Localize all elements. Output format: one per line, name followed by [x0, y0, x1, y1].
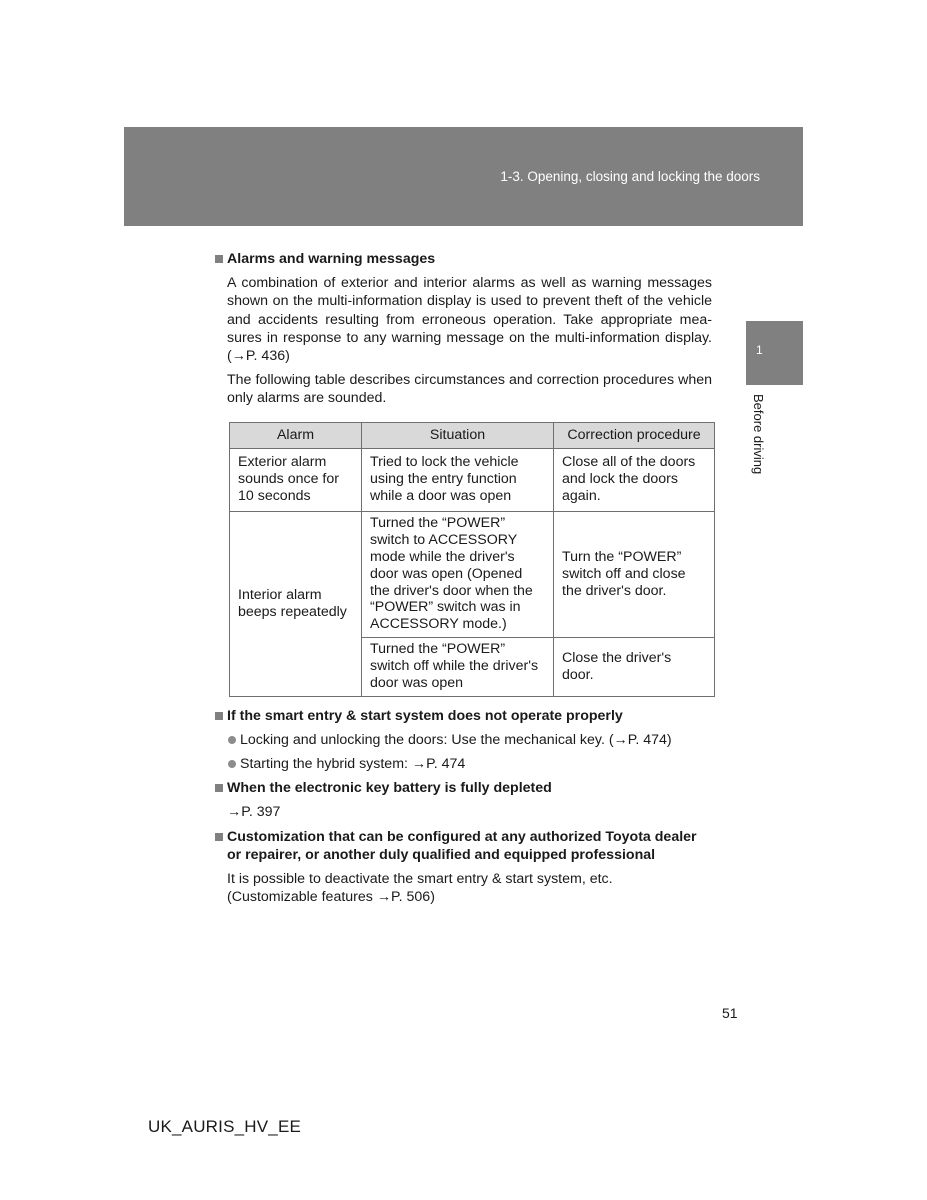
list-item-text: Starting the hybrid system: →P. 474: [240, 756, 466, 773]
table-row: [230, 511, 715, 637]
correction-cell: Close the driver's door.: [554, 637, 715, 696]
situation-cell: Turned the “POWER” switch off while the driver's door was open: [362, 637, 554, 696]
column-header-correction: Correction procedure: [554, 422, 715, 448]
column-header-situation: Situation: [362, 422, 554, 448]
section-heading-customization: [214, 828, 712, 864]
round-bullet-icon: [228, 760, 236, 768]
alarm-cell: Interior alarm beeps repeatedly: [230, 511, 362, 696]
chapter-tab: [746, 321, 803, 385]
customization-reference: (Customizable features →P. 506): [227, 889, 435, 906]
situation-cell: Tried to lock the vehicle using the entry function while a door was open: [362, 448, 554, 511]
round-bullet-icon: [228, 736, 236, 744]
table-row: [230, 448, 715, 511]
square-bullet-icon: [215, 833, 223, 841]
list-item: [227, 755, 712, 773]
document-code: UK_AURIS_HV_EE: [148, 1117, 302, 1136]
alarm-table: [229, 422, 715, 697]
list-item: [227, 731, 712, 749]
heading-text: If the smart entry & start system does not operate properly: [227, 707, 623, 724]
situation-cell: Turned the “POWER” switch to ACCESSORY mode while the driver's door was open (Opened the driver's door when the “POWER” switch was in ACCESSORY mode.): [362, 511, 554, 637]
square-bullet-icon: [215, 255, 223, 263]
section-heading-battery: [214, 779, 712, 797]
list-item-text: Locking and unlocking the doors: Use the mechanical key. (→P. 474): [240, 731, 672, 748]
customization-line: It is possible to deactivate the smart entry & start system, etc.: [227, 871, 613, 888]
chapter-label: Before driving: [751, 394, 766, 475]
correction-cell: Turn the “POWER” switch off and close the driver's door.: [554, 511, 715, 637]
table-intro-paragraph: The following table describes circumstances and correction procedures when only alarms are sounded.: [227, 372, 712, 407]
section-title: 1-3. Opening, closing and locking the doors: [500, 169, 760, 184]
heading-text: When the electronic key battery is fully depleted: [227, 780, 552, 797]
section-heading-smart-entry: [214, 707, 712, 725]
battery-reference: →P. 397: [227, 804, 281, 821]
column-header-alarm: Alarm: [230, 422, 362, 448]
table-header-row: [230, 422, 715, 448]
header-band: [124, 127, 803, 226]
chapter-number: 1: [756, 343, 763, 357]
alarms-paragraph: A combination of exterior and interior alarms as well as warning messages shown on the multi-information display is used to prevent theft of the vehicle and accidents resulting from erroneous operation. Take appropriate mea-sures in response to any warning message on the multi-information display. (→P. 436): [227, 275, 712, 365]
section-heading-alarms: [214, 250, 712, 268]
page-content: [214, 250, 712, 906]
square-bullet-icon: [215, 784, 223, 792]
square-bullet-icon: [215, 712, 223, 720]
correction-cell: Close all of the doors and lock the doors again.: [554, 448, 715, 511]
page-number: 51: [722, 1005, 738, 1021]
heading-text: Alarms and warning messages: [227, 251, 436, 267]
heading-text: Customization that can be configured at any authorized Toyota dealer or repairer, or another duly qualified and equipped professional: [227, 828, 697, 863]
alarm-cell: Exterior alarm sounds once for 10 seconds: [230, 448, 362, 511]
